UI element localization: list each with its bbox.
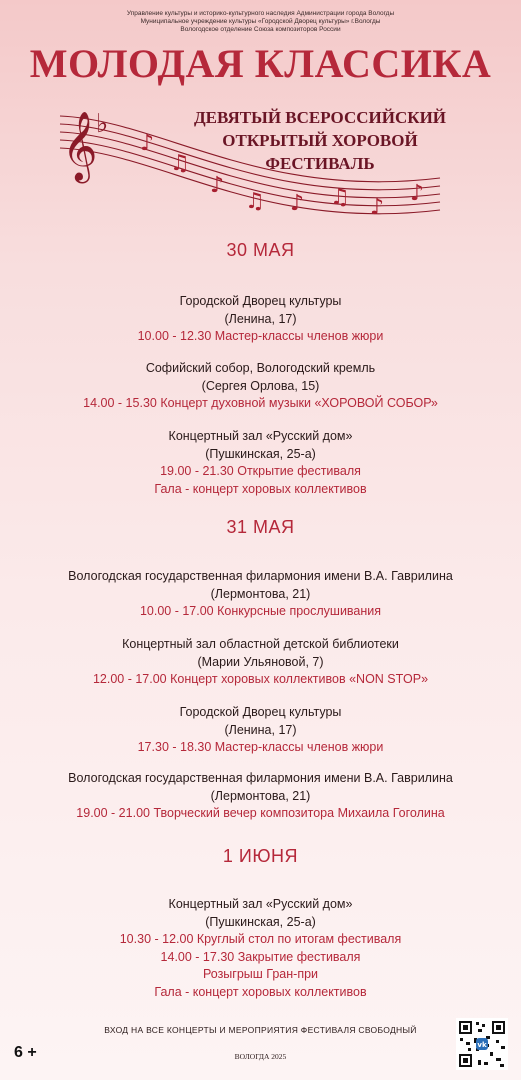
event-block [0, 636, 521, 689]
event-place: Вологодская государственная филармония имени В.А. Гаврилина [68, 569, 453, 583]
event-address: (Сергея Орлова, 15) [201, 378, 320, 393]
day-heading: 30 МАЯ [226, 240, 295, 260]
event-detail: 19.00 - 21.00 Творческий вечер композитора Михаила Гоголина [76, 806, 445, 820]
event-detail: 17.30 - 18.30 Мастер-классы членов жюри [137, 740, 384, 754]
event-address: (Пушкинская, 25-а) [205, 914, 316, 929]
event-detail: 10.00 - 17.00 Конкурсные прослушивания [139, 604, 382, 618]
event-place: Концертный зал «Русский дом» [168, 897, 353, 911]
svg-text:♫: ♫ [330, 185, 350, 210]
event-detail: 12.00 - 17.00 Концерт хоровых коллективов «NON STOP» [92, 672, 429, 686]
event-detail: Гала - концерт хоровых коллективов [154, 481, 367, 496]
event-address: (Ленина, 17) [224, 311, 297, 326]
event-place: Концертный зал областной детской библиотеки [122, 637, 399, 651]
svg-text:♭: ♭ [96, 109, 109, 139]
event-block [0, 568, 521, 621]
event-detail: 10.00 - 12.30 Мастер-классы членов жюри [137, 329, 384, 343]
age-rating-badge: 6 + [14, 1044, 37, 1061]
event-detail: Розыгрыш Гран-при [202, 967, 319, 981]
subtitle-line: ОТКРЫТЫЙ ХОРОВОЙ [222, 131, 418, 150]
event-block [0, 360, 521, 413]
organizer-line: Вологодское отделение Союза композиторов России [180, 26, 341, 33]
event-detail: 19.00 - 21.30 Открытие фестиваля [160, 464, 361, 478]
event-place: Городской Дворец культуры [179, 705, 342, 719]
event-address: (Марии Ульяновой, 7) [197, 654, 324, 669]
organizer-line: Муниципальное учреждение культуры «Городской Дворец культуры» г.Вологды [140, 18, 381, 25]
event-block [0, 428, 521, 498]
free-entry-note: ВХОД НА ВСЕ КОНЦЕРТЫ И МЕРОПРИЯТИЯ ФЕСТИВАЛЯ СВОБОДНЫЙ [104, 1025, 417, 1035]
svg-text:♪: ♪ [290, 191, 305, 216]
festival-title: МОЛОДАЯ КЛАССИКА [29, 41, 492, 86]
event-place: Софийский собор, Вологодский кремль [145, 361, 376, 375]
festival-subtitle [150, 106, 490, 175]
city-year: ВОЛОГДА 2025 [234, 1052, 287, 1061]
svg-text:♪: ♪ [370, 195, 385, 220]
event-place: Городской Дворец культуры [179, 294, 342, 308]
event-address: (Лермонтова, 21) [210, 788, 311, 803]
event-block [0, 704, 521, 757]
event-detail: 14.00 - 17.30 Закрытие фестиваля [160, 949, 361, 964]
day-heading: 31 МАЯ [226, 517, 295, 537]
organizers-header [0, 10, 521, 34]
day-heading: 1 ИЮНЯ [222, 846, 299, 866]
event-detail: 10.30 - 12.00 Круглый стол по итогам фестиваля [119, 932, 402, 946]
svg-text:vk: vk [477, 1041, 487, 1049]
svg-text:♪: ♪ [140, 131, 155, 156]
svg-text:♪: ♪ [210, 173, 225, 198]
event-address: (Лермонтова, 21) [210, 586, 311, 601]
event-address: (Ленина, 17) [224, 722, 297, 737]
organizer-line: Управление культуры и историко-культурного наследия Администрации города Вологды [126, 10, 395, 17]
event-address: (Пушкинская, 25-а) [205, 446, 316, 461]
event-detail: Гала - концерт хоровых коллективов [154, 984, 367, 999]
qr-code-icon[interactable] [456, 1018, 508, 1070]
event-detail: 14.00 - 15.30 Концерт духовной музыки «ХОРОВОЙ СОБОР» [83, 396, 438, 410]
event-block [0, 770, 521, 823]
subtitle-line: ДЕВЯТЫЙ ВСЕРОССИЙСКИЙ [193, 108, 447, 127]
svg-text:𝄞: 𝄞 [62, 111, 98, 181]
svg-text:♫: ♫ [245, 189, 265, 214]
svg-text:♪: ♪ [410, 181, 425, 206]
event-block [0, 896, 521, 1001]
subtitle-line: ФЕСТИВАЛЬ [265, 154, 375, 173]
event-block [0, 293, 521, 346]
event-place: Концертный зал «Русский дом» [168, 429, 353, 443]
event-place: Вологодская государственная филармония имени В.А. Гаврилина [68, 771, 453, 785]
svg-text:♫: ♫ [170, 151, 190, 176]
